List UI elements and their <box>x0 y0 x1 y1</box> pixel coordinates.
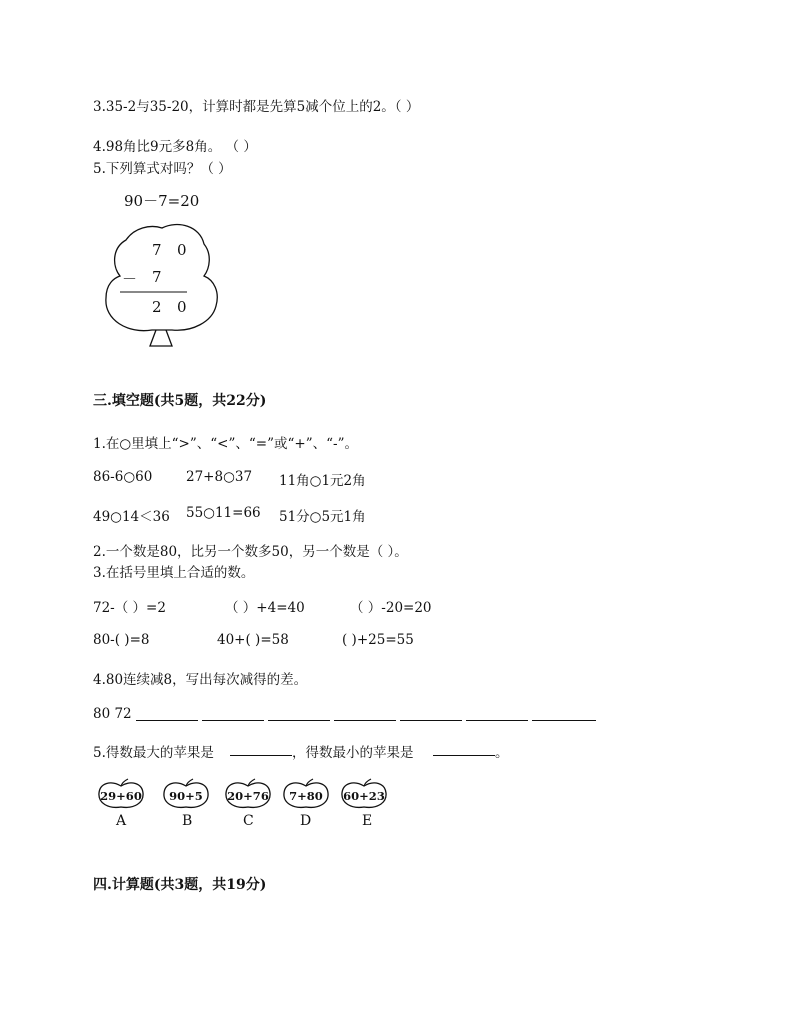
question-fill-3-row-2 <box>93 632 693 652</box>
answer-blank-smallest[interactable] <box>433 755 495 756</box>
answer-blank[interactable] <box>268 720 330 721</box>
apple-expression: 20+76 <box>227 789 269 803</box>
tree-result-digit-ones: 0 <box>177 298 187 316</box>
answer-blank-largest[interactable] <box>230 755 292 756</box>
apple-expression: 90+5 <box>169 789 203 803</box>
fill-equation: 80-( )=8 <box>93 632 150 648</box>
question-fill-3-row-1 <box>93 596 693 616</box>
compare-item: 55○11=66 <box>186 505 261 521</box>
compare-item: 27+8○37 <box>186 469 253 485</box>
answer-blank[interactable] <box>400 720 462 721</box>
compare-item: 86-6○60 <box>93 469 153 485</box>
answer-blank[interactable] <box>136 720 198 721</box>
subtraction-sequence-start: 80 72 <box>93 706 132 722</box>
answer-blank[interactable] <box>334 720 396 721</box>
tree-top-digit-ones: 0 <box>177 241 187 259</box>
apple-expression: 7+80 <box>289 789 323 803</box>
tree-shape-icon <box>100 210 225 352</box>
apple-label-a: A <box>116 813 127 829</box>
question-fill-4: 4.80连续减8，写出每次减得的差。 <box>93 672 308 688</box>
apple-label-d: D <box>300 813 312 829</box>
tree-middle-digit: 7 <box>152 268 162 286</box>
fill-equation: 72-（ ）=2 <box>93 600 166 616</box>
question-fill-5-part-b: ，得数最小的苹果是 <box>292 745 414 761</box>
answer-blank[interactable] <box>466 720 528 721</box>
fill-equation: 40+( )=58 <box>217 632 289 648</box>
tree-equation: 90－7=20 <box>124 192 200 210</box>
tree-result-digit-tens: 2 <box>152 298 162 316</box>
apple-expression: 29+60 <box>100 789 142 803</box>
question-tf-4: 4.98角比9元多8角。 （ ） <box>93 139 257 155</box>
fill-equation: ( )+25=55 <box>342 632 414 648</box>
question-tf-5: 5.下列算式对吗？（ ） <box>93 161 232 177</box>
question-fill-1-row-1 <box>93 469 693 489</box>
question-tf-3: 3.35-2与35-20，计算时都是先算5减个位上的2。（ ） <box>93 99 420 115</box>
question-fill-1-row-2 <box>93 505 693 525</box>
tree-top-digit-tens: 7 <box>152 241 162 259</box>
fill-equation: （ ）+4=40 <box>225 600 305 616</box>
question-fill-1: 1.在○里填上“>”、“<”、“=”或“+”、“-”。 <box>93 436 358 452</box>
section-heading-fill-blank: 三.填空题(共5题，共22分) <box>93 393 267 409</box>
apple-label-c: C <box>243 813 254 829</box>
apple-label-e: E <box>362 813 373 829</box>
question-fill-2: 2.一个数是80，比另一个数多50，另一个数是（ ）。 <box>93 544 408 560</box>
compare-item: 49○14＜36 <box>93 509 170 525</box>
compare-item: 11角○1元2角 <box>279 473 366 489</box>
answer-blank[interactable] <box>202 720 264 721</box>
apple-label-b: B <box>182 813 193 829</box>
fill-equation: （ ）-20=20 <box>350 600 432 616</box>
question-fill-3: 3.在括号里填上合适的数。 <box>93 565 255 581</box>
question-fill-5-part-a: 5.得数最大的苹果是 <box>93 745 214 761</box>
answer-blank[interactable] <box>532 720 596 721</box>
tree-illustration <box>100 210 225 356</box>
section-heading-calculation: 四.计算题(共3题，共19分) <box>93 877 267 893</box>
question-fill-5-part-c: 。 <box>495 745 509 761</box>
apple-expression: 60+23 <box>343 789 385 803</box>
tree-minus-sign: － <box>122 270 138 288</box>
compare-item: 51分○5元1角 <box>279 509 366 525</box>
